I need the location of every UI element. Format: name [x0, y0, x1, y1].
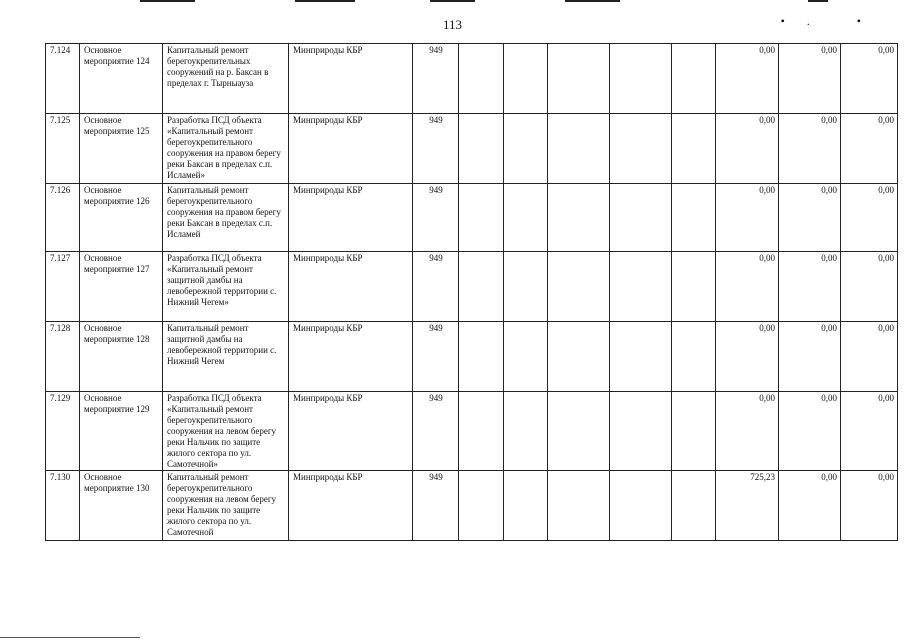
- scan-mark: [295, 0, 355, 2]
- executor: Минприроды КБР: [289, 471, 413, 541]
- budget-code: 949: [413, 252, 459, 322]
- activity-type: Основное мероприятие 125: [80, 114, 163, 184]
- activity-name: Капитальный ремонт защитной дамбы на левобережной территории с. Нижний Чегем: [163, 322, 289, 392]
- amount-cell: 0,00: [841, 44, 898, 114]
- empty-cell: [610, 114, 672, 184]
- activity-name: Разработка ПСД объекта «Капитальный ремонт защитной дамбы на левобережной территории с. Нижний Чегем»: [163, 252, 289, 322]
- empty-cell: [504, 252, 548, 322]
- empty-cell: [548, 471, 610, 541]
- executor: Минприроды КБР: [289, 184, 413, 252]
- amount-cell: 0,00: [779, 392, 841, 471]
- budget-code: 949: [413, 184, 459, 252]
- row-number: 7.129: [46, 392, 80, 471]
- empty-cell: [610, 44, 672, 114]
- empty-cell: [504, 114, 548, 184]
- empty-cell: [548, 44, 610, 114]
- amount-cell: 0,00: [716, 392, 779, 471]
- amount-cell: 0,00: [716, 184, 779, 252]
- amount-cell: 0,00: [841, 184, 898, 252]
- empty-cell: [672, 114, 716, 184]
- empty-cell: [672, 322, 716, 392]
- empty-cell: [610, 252, 672, 322]
- amount-cell: 0,00: [716, 114, 779, 184]
- empty-cell: [459, 114, 504, 184]
- budget-code: 949: [413, 392, 459, 471]
- empty-cell: [459, 44, 504, 114]
- row-number: 7.125: [46, 114, 80, 184]
- empty-cell: [459, 252, 504, 322]
- activity-name: Капитальный ремонт берегоукрепительных сооружений на р. Баксан в пределах г. Тырныауза: [163, 44, 289, 114]
- amount-cell: 0,00: [716, 252, 779, 322]
- amount-cell: 0,00: [779, 114, 841, 184]
- table-row: [46, 114, 898, 184]
- amount-cell: 0,00: [841, 471, 898, 541]
- activity-type: Основное мероприятие 126: [80, 184, 163, 252]
- amount-cell: 0,00: [841, 114, 898, 184]
- activity-type: Основное мероприятие 128: [80, 322, 163, 392]
- executor: Минприроды КБР: [289, 114, 413, 184]
- activity-name: Капитальный ремонт берегоукрепительного сооружения на левом берегу реки Нальчик по защите жилого сектора по ул. Самотечной: [163, 471, 289, 541]
- empty-cell: [672, 252, 716, 322]
- empty-cell: [459, 471, 504, 541]
- empty-cell: [504, 392, 548, 471]
- row-number: 7.130: [46, 471, 80, 541]
- empty-cell: [548, 392, 610, 471]
- budget-table: [45, 43, 898, 541]
- budget-code: 949: [413, 114, 459, 184]
- amount-cell: 0,00: [779, 44, 841, 114]
- amount-cell: 0,00: [779, 184, 841, 252]
- empty-cell: [459, 322, 504, 392]
- table-row: [46, 252, 898, 322]
- executor: Минприроды КБР: [289, 322, 413, 392]
- executor: Минприроды КБР: [289, 392, 413, 471]
- empty-cell: [610, 392, 672, 471]
- empty-cell: [548, 322, 610, 392]
- amount-cell: 725,23: [716, 471, 779, 541]
- footer-rule: [0, 637, 140, 638]
- empty-cell: [504, 322, 548, 392]
- row-number: 7.126: [46, 184, 80, 252]
- scan-mark: [565, 0, 620, 2]
- empty-cell: [672, 44, 716, 114]
- scan-mark: [430, 0, 475, 2]
- budget-code: 949: [413, 44, 459, 114]
- amount-cell: 0,00: [779, 322, 841, 392]
- executor: Минприроды КБР: [289, 252, 413, 322]
- empty-cell: [548, 114, 610, 184]
- empty-cell: [672, 392, 716, 471]
- activity-type: Основное мероприятие 127: [80, 252, 163, 322]
- amount-cell: 0,00: [779, 471, 841, 541]
- table-body: [46, 44, 898, 541]
- activity-type: Основное мероприятие 124: [80, 44, 163, 114]
- row-number: 7.128: [46, 322, 80, 392]
- table-row: [46, 471, 898, 541]
- empty-cell: [548, 184, 610, 252]
- scan-mark: [808, 0, 828, 2]
- executor: Минприроды КБР: [289, 44, 413, 114]
- empty-cell: [610, 471, 672, 541]
- empty-cell: [504, 471, 548, 541]
- empty-cell: [504, 44, 548, 114]
- empty-cell: [672, 184, 716, 252]
- amount-cell: 0,00: [841, 322, 898, 392]
- amount-cell: 0,00: [716, 322, 779, 392]
- table-row: [46, 392, 898, 471]
- activity-type: Основное мероприятие 130: [80, 471, 163, 541]
- row-number: 7.127: [46, 252, 80, 322]
- budget-code: 949: [413, 471, 459, 541]
- activity-name: Капитальный ремонт берегоукрепительного сооружения на правом берегу реки Баксан в пределах с.п. Исламей: [163, 184, 289, 252]
- amount-cell: 0,00: [841, 392, 898, 471]
- table-row: [46, 44, 898, 114]
- activity-type: Основное мероприятие 129: [80, 392, 163, 471]
- table-row: [46, 184, 898, 252]
- empty-cell: [548, 252, 610, 322]
- empty-cell: [459, 184, 504, 252]
- activity-name: Разработка ПСД объекта «Капитальный ремонт берегоукрепительного сооружения на левом берегу реки Нальчик по защите жилого сектора по ул. Самотечной»: [163, 392, 289, 471]
- empty-cell: [610, 322, 672, 392]
- table-row: [46, 322, 898, 392]
- row-number: 7.124: [46, 44, 80, 114]
- empty-cell: [610, 184, 672, 252]
- empty-cell: [672, 471, 716, 541]
- empty-cell: [504, 184, 548, 252]
- corner-marks: •. •: [780, 14, 883, 28]
- amount-cell: 0,00: [716, 44, 779, 114]
- page-number: 113: [442, 17, 463, 32]
- amount-cell: 0,00: [841, 252, 898, 322]
- empty-cell: [459, 392, 504, 471]
- scan-mark: [140, 0, 195, 2]
- budget-code: 949: [413, 322, 459, 392]
- amount-cell: 0,00: [779, 252, 841, 322]
- activity-name: Разработка ПСД объекта «Капитальный ремонт берегоукрепительного сооружения на правом берегу реки Баксан в пределах с.п. Исламей»: [163, 114, 289, 184]
